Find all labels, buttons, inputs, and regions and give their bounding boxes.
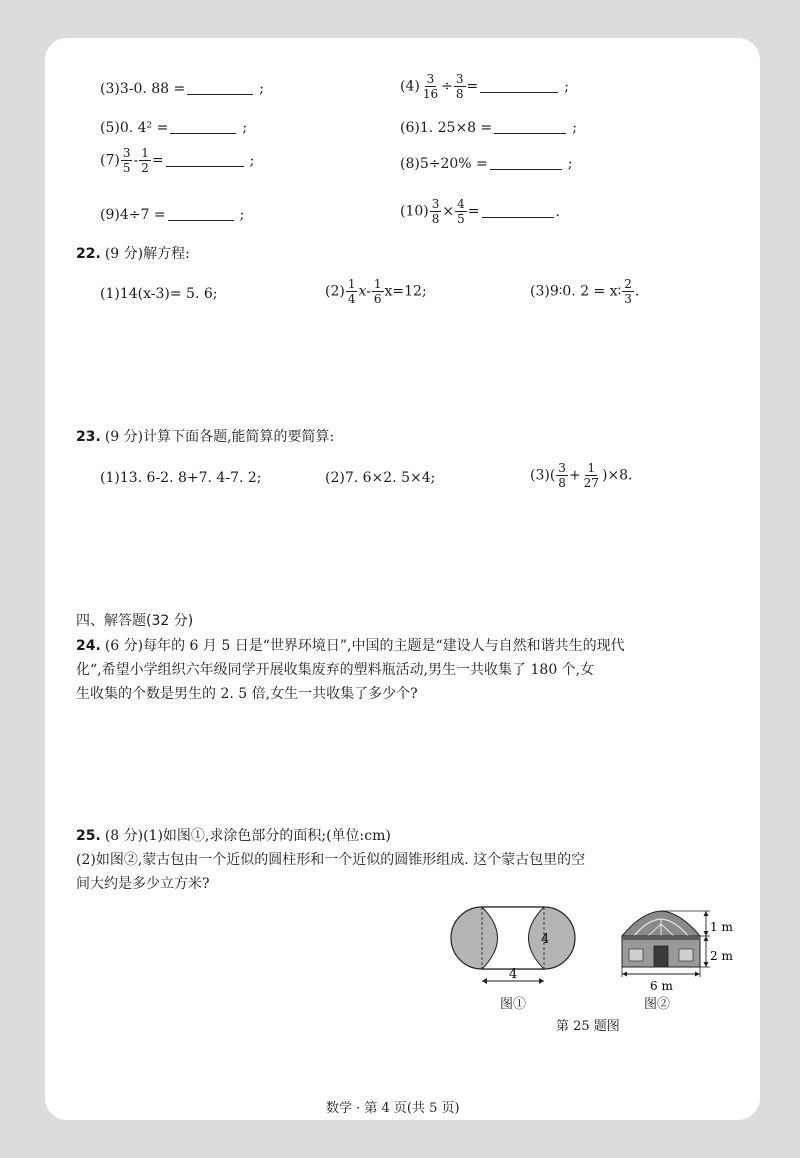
figure-1-bottom-label: 4 <box>509 967 518 982</box>
q24-text: 24. (6 分)每年的 6 月 5 日是“世界环境日”,中国的主题是“建设人与自然和谐共生的现代 化“,希望小学组织六年级同学开展收集废弃的塑料瓶活动,男生一共收集了 180 个,女 生收集的个数是男生的 2. 5 倍,女生一共收集了多少个? <box>76 638 625 702</box>
q22-part1: (1)14(x-3)= 5. 6; <box>100 286 218 302</box>
answer-blank[interactable] <box>187 80 253 95</box>
page-footer: 数学 · 第 4 页(共 5 页) <box>326 1101 460 1116</box>
q22-part3: (3)9∶0. 2 = x∶ $\frac{2}{3}$ . <box>530 277 640 306</box>
figure-1-side-label: 4 <box>541 932 550 947</box>
figures-caption: 第 25 题图 <box>556 1019 620 1034</box>
fraction: $\frac{3}{16}$ <box>422 72 439 101</box>
q21-part6: (6)1. 25×8 = ; <box>400 120 577 136</box>
fraction: $\frac{1}{27}$ <box>583 461 599 490</box>
q22-header: 22. (9 分)解方程: <box>76 246 190 262</box>
question-number: 22. <box>76 246 101 262</box>
q23-header: 23. (9 分)计算下面各题,能简算的要简算: <box>76 429 335 445</box>
figure-2-bottom-label: 6 m <box>650 979 673 993</box>
figure-1-diagram <box>448 903 588 993</box>
figure-2-side-label: 2 m <box>710 949 733 963</box>
q21-part3: (3)3-0. 88 = ; <box>100 81 264 97</box>
figure-2-yurt-diagram <box>612 906 742 996</box>
fraction: $\frac{3}{5}$ <box>122 146 131 175</box>
question-number: 24. <box>76 638 101 654</box>
q21-part9: (9)4÷7 = ; <box>100 207 245 223</box>
q22-part2: (2) $\frac{1}{4}$ x- $\frac{1}{6}$ x=12; <box>325 277 427 306</box>
fraction: $\frac{1}{6}$ <box>373 277 382 306</box>
q21-part10: (10) $\frac{3}{8}$ × $\frac{4}{5}$ = . <box>400 197 560 226</box>
fraction: $\frac{2}{3}$ <box>624 277 632 306</box>
answer-blank[interactable] <box>480 78 558 93</box>
fraction: $\frac{4}{5}$ <box>457 197 465 226</box>
q25-text: 25. (8 分)(1)如图①,求涂色部分的面积;(单位:cm) (2)如图②,蒙古包由一个近似的圆柱形和一个近似的圆锥形组成. 这个蒙古包里的空 间大约是多少立方米? <box>76 828 586 892</box>
answer-blank[interactable] <box>490 155 562 170</box>
fraction: $\frac{1}{4}$ <box>347 277 356 306</box>
question-number: 25. <box>76 828 101 844</box>
fraction: $\frac{3}{8}$ <box>558 461 566 490</box>
q23-part1: (1)13. 6-2. 8+7. 4-7. 2; <box>100 470 262 486</box>
answer-blank[interactable] <box>482 203 554 218</box>
answer-blank[interactable] <box>170 119 236 134</box>
yurt-icon <box>622 911 700 967</box>
answer-blank[interactable] <box>494 119 566 134</box>
fraction: $\frac{3}{8}$ <box>431 197 440 226</box>
q21-part4: (4) $\frac{3}{16}$ ÷ $\frac{3}{8}$ = ; <box>400 72 569 101</box>
fraction: $\frac{1}{2}$ <box>141 146 149 175</box>
figure-2-top-label: 1 m <box>710 920 733 934</box>
figure-1-caption: 图① <box>500 997 527 1012</box>
q23-part2: (2)7. 6×2. 5×4; <box>325 470 436 486</box>
q21-part7: (7) $\frac{3}{5}$ - $\frac{1}{2}$ = ; <box>100 146 255 175</box>
q23-part3: (3)( $\frac{3}{8}$ + $\frac{1}{27}$ )×8. <box>530 461 633 490</box>
section-title: 四、解答题(32 分) <box>76 613 194 629</box>
answer-blank[interactable] <box>166 152 244 167</box>
q21-part5: (5)0. 4² = ; <box>100 120 248 136</box>
fraction: $\frac{3}{8}$ <box>455 72 464 101</box>
answer-blank[interactable] <box>168 206 234 221</box>
q21-part8: (8)5÷20% = ; <box>400 156 573 172</box>
figure-2-caption: 图② <box>644 997 671 1012</box>
question-number: 23. <box>76 429 101 445</box>
